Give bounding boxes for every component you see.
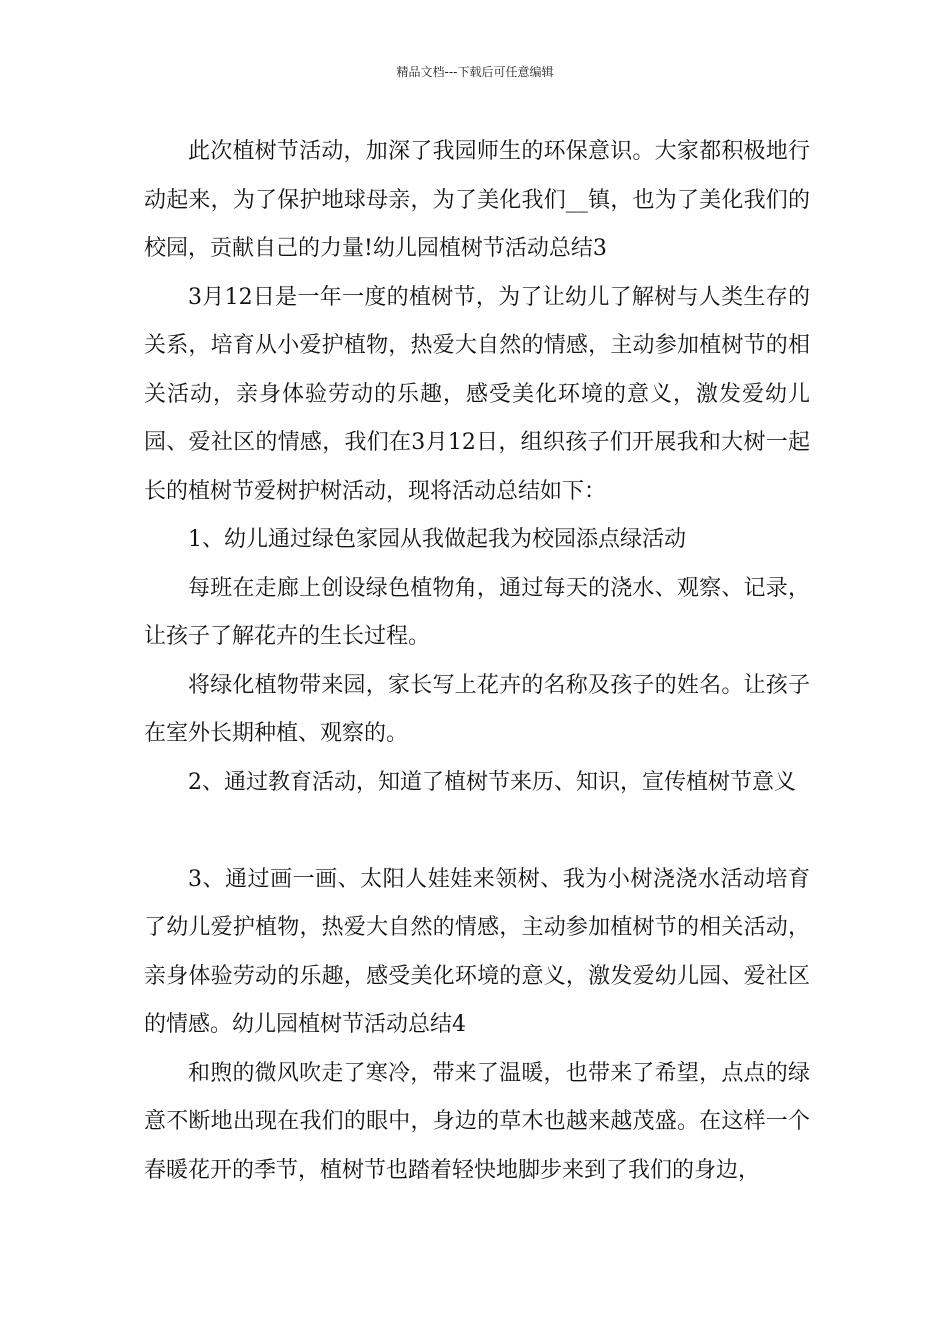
paragraph-4: 每班在走廊上创设绿色植物角，通过每天的浇水、观察、记录，让孩子了解花卉的生长过程。	[144, 575, 810, 649]
paragraph-2: 3月12日是一年一度的植树节，为了让幼儿了解树与人类生存的关系，培育从小爱护植物，热爱大自然的情感，主动参加植树节的相关活动，亲身体验劳动的乐趣，感受美化环境的意义，激发爱幼儿园、爱社区的情感，我们在3月12日，组织孩子们开展我和大树一起长的植树节爱树护树活动，现将活动总结如下：	[144, 284, 810, 504]
paragraph-3: 1、幼儿通过绿色家园从我做起我为校园添点绿活动	[188, 527, 686, 552]
paragraph-1: 此次植树节活动，加深了我园师生的环保意识。大家都积极地行动起来，为了保护地球母亲，为了美化我们__镇，也为了美化我们的校园，贡献自己的力量!幼儿园植树节活动总结3	[144, 139, 810, 261]
paragraph-5: 将绿化植物带来园，家长写上花卉的名称及孩子的姓名。让孩子在室外长期种植、观察的。	[144, 672, 810, 746]
paragraph-8: 和煦的微风吹走了寒冷，带来了温暖，也带来了希望，点点的绿意不断地出现在我们的眼中，身边的草木也越来越茂盛。在这样一个春暖花开的季节，植树节也踏着轻快地脚步来到了我们的身边，	[144, 1060, 810, 1183]
paragraph-6: 2、通过教育活动，知道了植树节来历、知识，宣传植树节意义	[188, 769, 796, 795]
page-header: 精品文档---下载后可任意编辑	[396, 65, 554, 79]
document-body	[144, 128, 810, 1195]
paragraph-7: 3、通过画一画、太阳人娃娃来领树、我为小树浇浇水活动培育了幼儿爱护植物，热爱大自然的情感，主动参加植树节的相关活动，亲身体验劳动的乐趣，感受美化环境的意义，激发爱幼儿园、爱社区的情感。幼儿园植树节活动总结4	[144, 866, 810, 1037]
